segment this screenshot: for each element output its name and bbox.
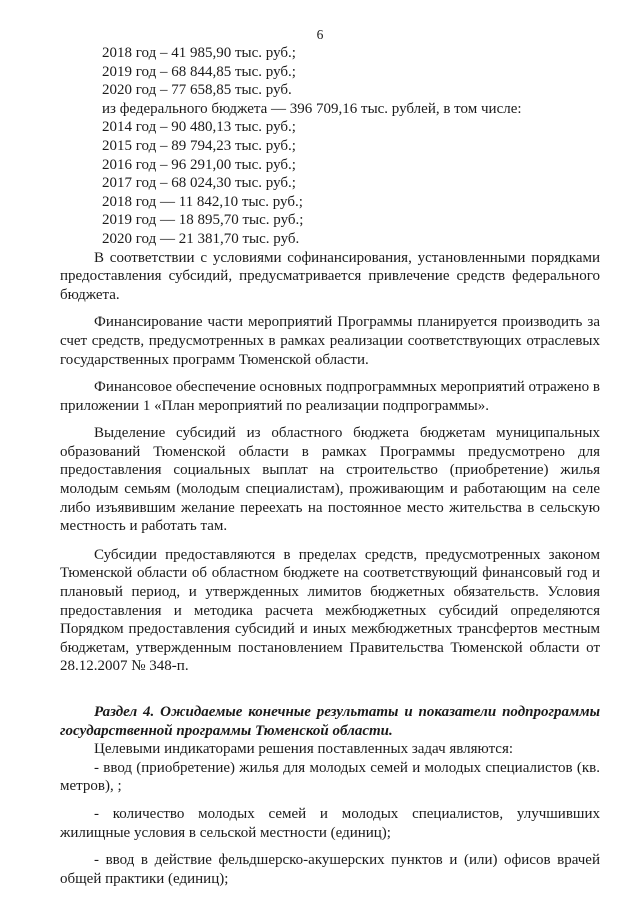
- funding-line-2020: 2020 год – 77 658,85 тыс. руб.: [102, 82, 292, 99]
- indicator-item: - ввод (приобретение) жилья для молодых семей и молодых специалистов (кв. метров), ;: [60, 759, 600, 795]
- federal-line-2014: 2014 год – 90 480,13 тыс. руб.;: [102, 119, 296, 136]
- document-body: [60, 44, 600, 888]
- federal-line-2015: 2015 год – 89 794,23 тыс. руб.;: [102, 137, 296, 154]
- indicator-item: - количество молодых семей и молодых специалистов, улучшивших жилищные условия в сельской местности (единиц);: [60, 805, 600, 841]
- indicator-item: - ввод в действие фельдшерско-акушерских пунктов и (или) офисов врачей общей практики (единиц);: [60, 852, 600, 887]
- federal-line-2019: 2019 год — 18 895,70 тыс. руб.;: [102, 212, 304, 229]
- paragraph-subsidy-conditions: Субсидии предоставляются в пределах средств, предусмотренных законом Тюменской области об областном бюджете на соответствующий финансовый год и плановый период, и утвержденных лимитов бюджетных обязательств. Условия предоставления и методика расчета межбюджетных субсидий определяются Порядком предоставления субсидий и иных межбюджетных трансфертов местным бюджетам, утвержденным постановлением Правительства Тюменской области от 28.12.2007 № 348-п.: [60, 546, 600, 675]
- funding-line-2019: 2019 год – 68 844,85 тыс. руб.;: [102, 63, 296, 80]
- federal-line-2017: 2017 год – 68 024,30 тыс. руб.;: [102, 175, 296, 192]
- paragraph-financial-support: Финансовое обеспечение основных подпрограммных мероприятий отражено в приложении 1 «План мероприятий по реализации подпрограммы».: [60, 379, 600, 414]
- page-number: 6: [316, 27, 324, 42]
- federal-line-2016: 2016 год – 96 291,00 тыс. руб.;: [102, 156, 296, 173]
- federal-budget-line: из федерального бюджета — 396 709,16 тыс. рублей, в том числе:: [102, 100, 522, 117]
- section-heading: Раздел 4. Ожидаемые конечные результаты и показатели подпрограммы государственной программы Тюменской области.: [60, 704, 600, 739]
- indicators-intro: Целевыми индикаторами решения поставленных задач являются:: [94, 741, 514, 758]
- funding-line-2018: 2018 год – 41 985,90 тыс. руб.;: [102, 45, 296, 61]
- paragraph-financing-part: Финансирование части мероприятий Программы планируется производить за счет средств, предусмотренных в рамках реализации соответствующих отраслевых государственных программ Тюменской области.: [60, 314, 600, 368]
- federal-line-2018: 2018 год — 11 842,10 тыс. руб.;: [102, 193, 303, 210]
- federal-line-2020: 2020 год — 21 381,70 тыс. руб.: [102, 230, 300, 247]
- paragraph-subsidy-allocation: Выделение субсидий из областного бюджета бюджетам муниципальных образований Тюменской области в рамках Программы предусмотрено для предоставления социальных выплат на строительство (приобретение) жилья молодым семьям (молодым специалистам), проживающим и работающим на селе либо изъявившим желание переехать на постоянное место жительства в сельскую местность и работать там.: [60, 425, 600, 535]
- paragraph-cofinancing: В соответствии с условиями софинансирования, установленными порядками предоставления субсидий, предусматривается привлечение средств федерального бюджета.: [60, 249, 600, 303]
